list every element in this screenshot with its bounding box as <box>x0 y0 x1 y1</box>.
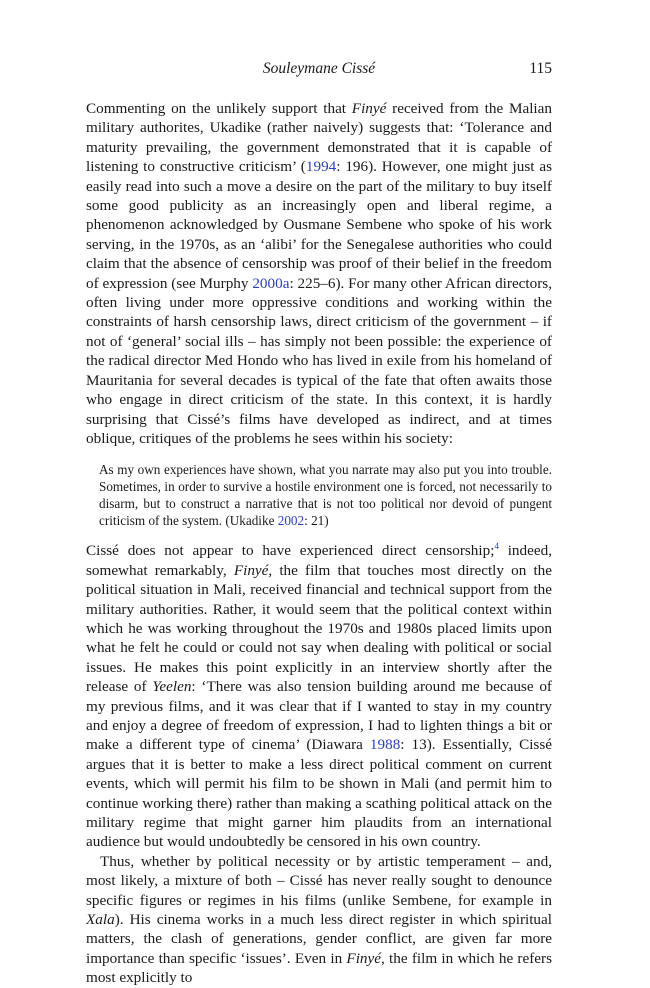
text-run: ). His cinema works in a much less direct register in which spiritual matters, the clash of generations, gender conflict, are given far more importance than specific ‘issues’. Even in <box>86 911 552 967</box>
text-run: received from the Malian military authorites, Ukadike (rather naively) suggests that: ‘Tolerance and maturity prevailing, the government demonstrated that it is capable of listening to constructive criticism’ ( <box>86 100 552 176</box>
paragraph-1 <box>86 99 552 448</box>
text-run: indeed, somewhat remarkably, <box>86 542 552 579</box>
film-title: Yeelen <box>152 678 192 696</box>
paragraph-2 <box>86 541 552 852</box>
citation-link-2000a[interactable]: 2000a <box>252 274 290 292</box>
film-title: Finyé <box>233 561 269 579</box>
page-header <box>86 60 552 84</box>
text-run: , the film that touches most directly on the political situation in Mali, received financial and technical support from the military authorities. Rather, it would seem that the political context within which he was working throughout the 1970s and 1980s placed limits upon what he felt he could or could not say when dealing with political or social issues. He makes this point explicitly in an interview shortly after the release of <box>86 561 552 696</box>
film-title: Finyé <box>351 100 387 117</box>
citation-link-1988[interactable]: 1988 <box>369 736 401 754</box>
text-run: , the film in which he refers most explicitly to <box>86 949 552 987</box>
text-run: Commenting on the unlikely support that <box>86 100 352 117</box>
text-run: As my own experiences have shown, what you narrate may also put you into trouble. Sometimes, in order to survive a hostile environment one is forced, not necessarily to disarm, but to construct a narrative that is not too political nor devoid of pungent criticism of the system. (Ukadike <box>99 462 552 529</box>
running-head: Souleymane Cissé <box>262 60 376 77</box>
citation-link-2002[interactable]: 2002 <box>277 513 305 529</box>
block-quote <box>99 461 552 529</box>
paragraph-3 <box>86 852 552 988</box>
text-run: : ‘There was also tension building around me because of my previous films, and it was clear that if I wanted to stay in my country and enjoy a degree of freedom of expression, I had to lighten things a bit or make a different type of cinema’ (Diawara <box>86 678 552 754</box>
film-title: Finyé <box>346 949 381 967</box>
text-run: Thus, whether by political necessity or by artistic temperament – and, most likely, a mixture of both – Cissé has never really sought to denounce specific figures or regimes in his films (unlike Sembene, for example in <box>86 852 552 909</box>
footnote-link-4[interactable]: 4 <box>494 541 499 552</box>
film-title: Xala <box>86 911 115 929</box>
text-run: : 21) <box>304 513 329 529</box>
text-run: : 196). However, one might just as easily read into such a move a desire on the part of the military to buy itself some good publicity as an increasingly open and liberal regime, a phenomenon acknowledged by Ousmane Sembene who spoke of his work serving, in the 1970s, as an ‘alibi’ for the Senegalese authorities who could claim that the absence of censorship was proof of their belief in the freedom of expression (see Murphy <box>86 158 553 292</box>
text-run: Cissé does not appear to have experienced direct censorship; <box>86 542 495 560</box>
citation-link-1994[interactable]: 1994 <box>305 158 337 176</box>
page-number: 115 <box>529 60 552 77</box>
body-text <box>86 99 552 988</box>
text-run: : 13). Essentially, Cissé argues that it is better to make a less direct political comment on current events, which will permit his film to be shown in Mali (and permit him to continue working there) rather than making a scathing political attack on the military regime that might garner him plaudits from an international audience but would undoubtedly be censored in his own country. <box>86 736 552 851</box>
text-run: : 225–6). For many other African directors, often living under more oppressive conditions and working within the constraints of harsh censorship laws, direct criticism of the government – if not of ‘general’ social ills – has simply not been possible: the experience of the radical director Med Hondo who has lived in exile from his homeland of Mauritania for several decades is typical of the fate that often awaits those who engage in direct criticism of the state. In this context, it is hardly surprising that Cissé’s films have developed as indirect, and at times oblique, critiques of the problems he sees within his society: <box>86 274 552 447</box>
